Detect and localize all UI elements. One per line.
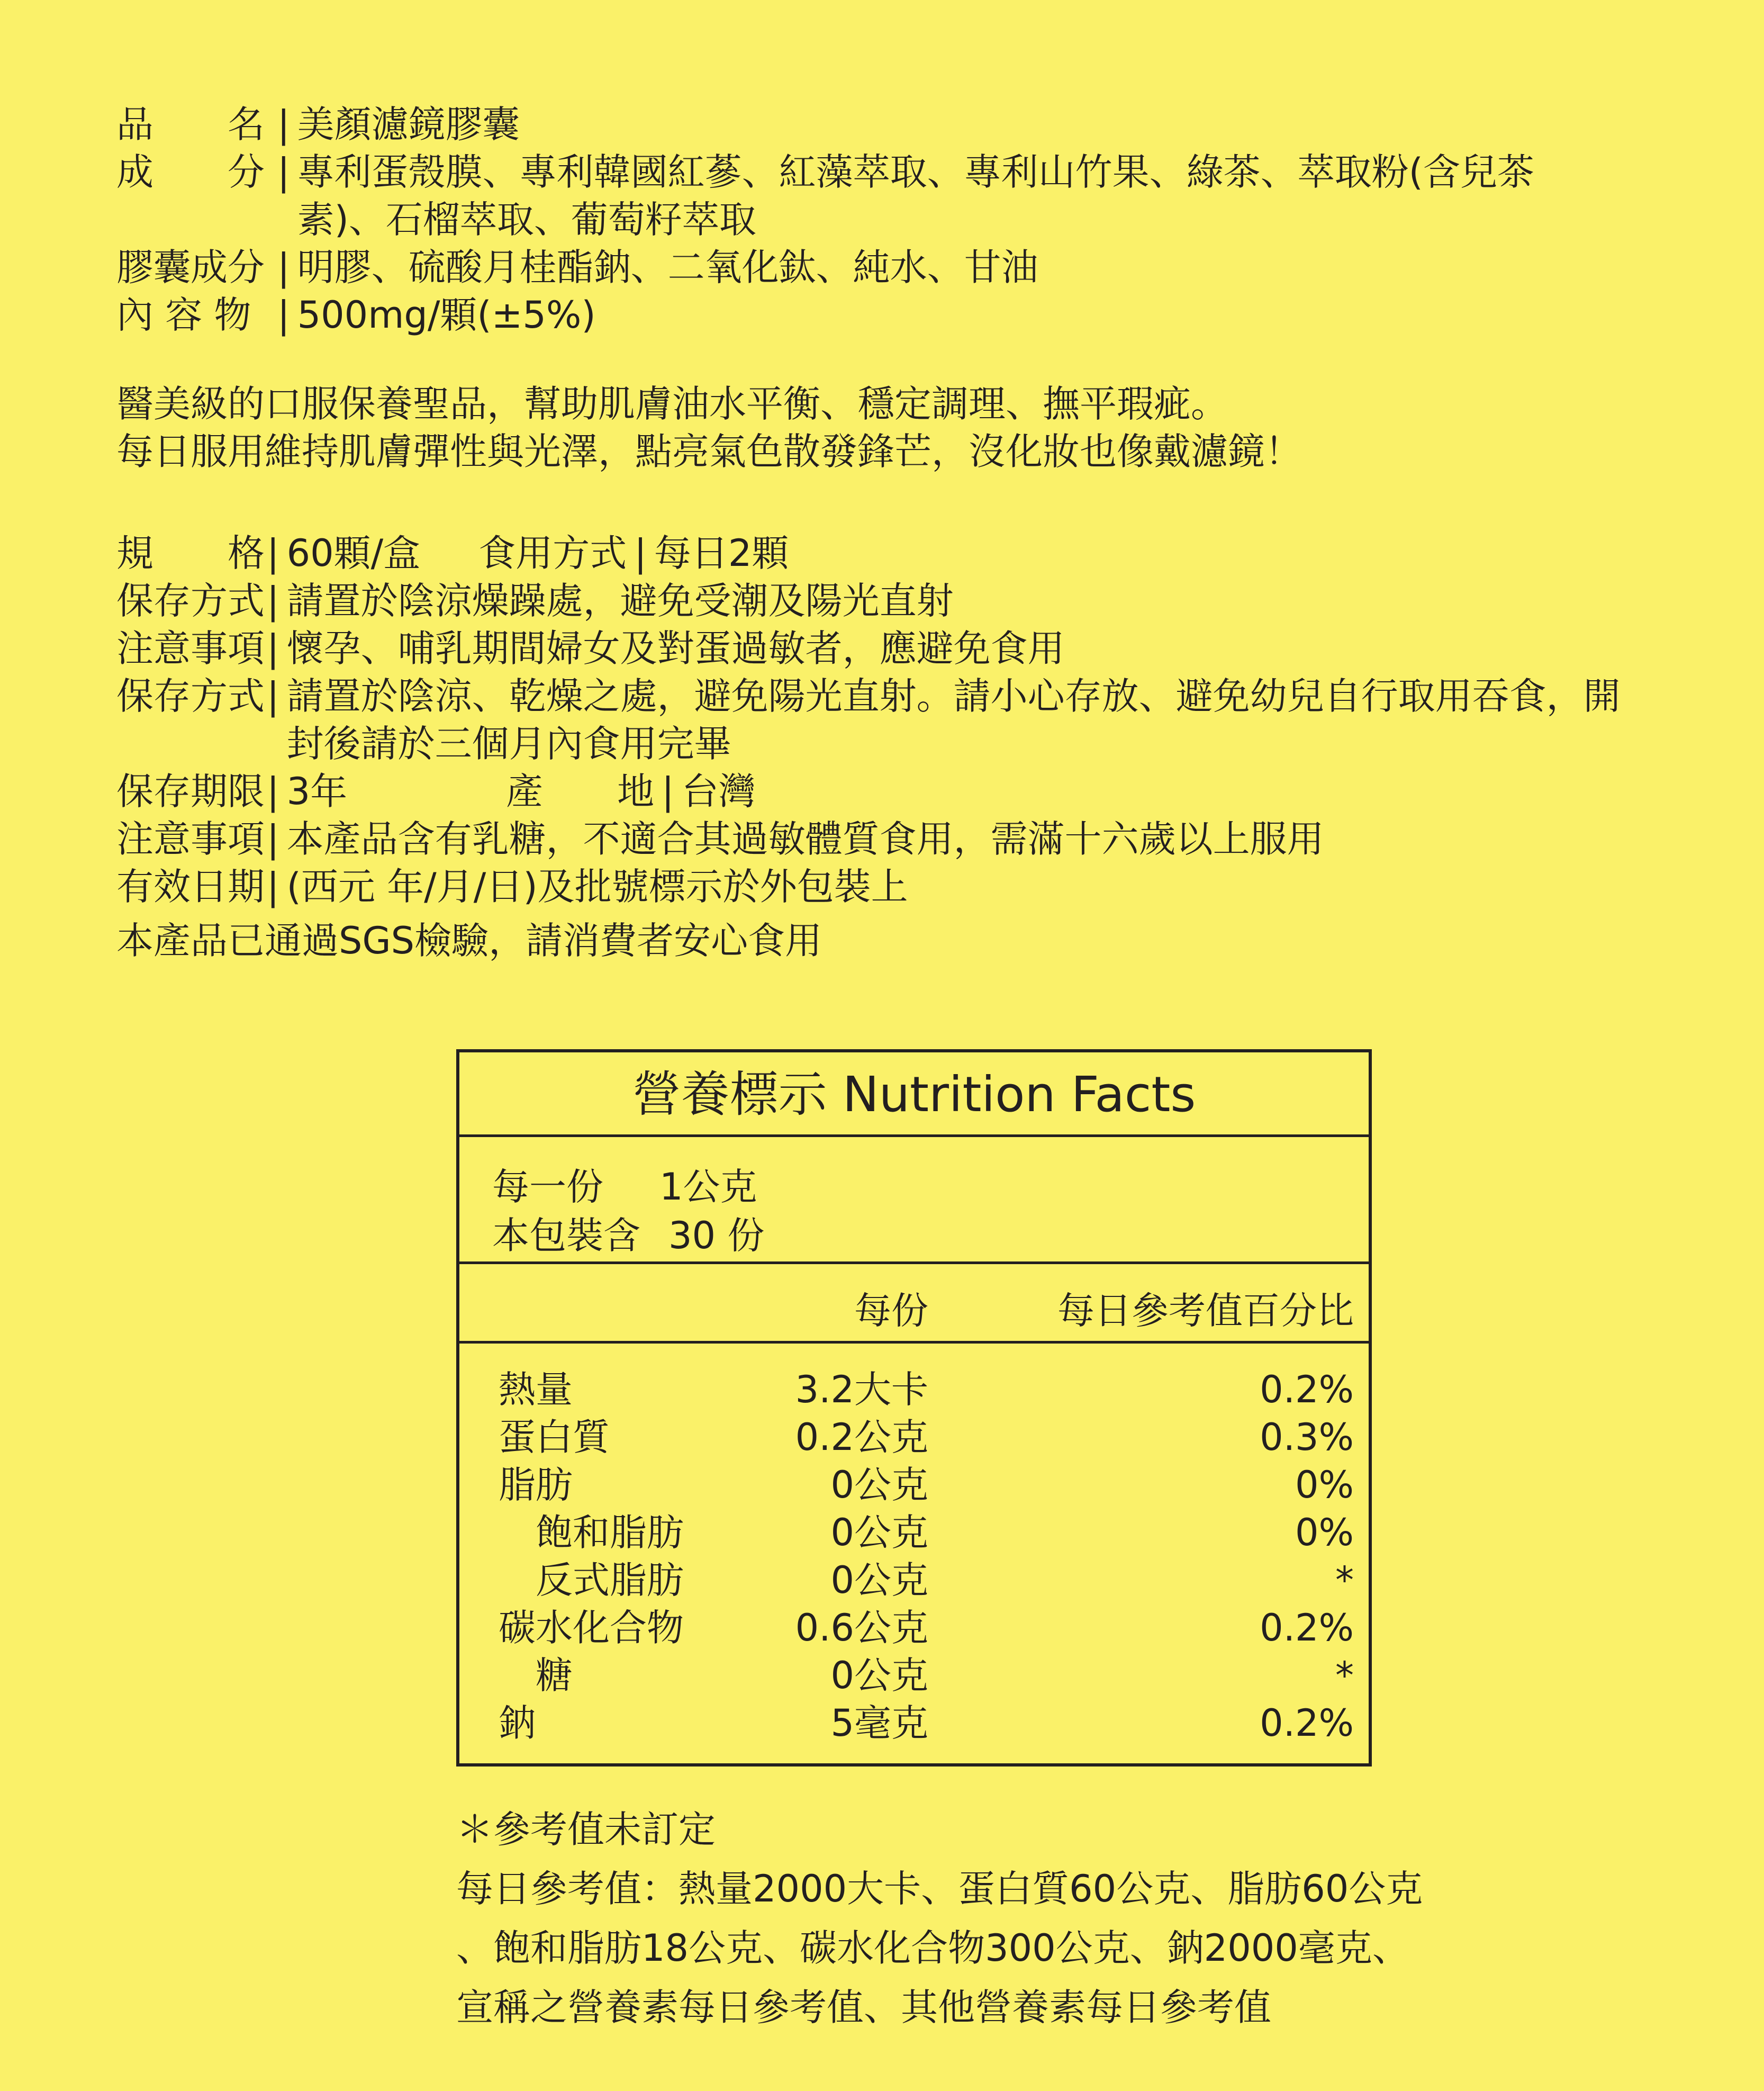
- servings-per-package-label: 本包裝含: [492, 1214, 640, 1257]
- note-line1: ＊參考值未訂定: [456, 1808, 716, 1851]
- nutrient-amount: 0.6公克: [795, 1606, 928, 1650]
- storage-row: [116, 577, 1621, 625]
- nutrient-amount: 0公克: [830, 1654, 928, 1697]
- serving-size-value: 1公克: [659, 1165, 757, 1209]
- separator: |: [267, 865, 279, 908]
- table-row: [459, 1509, 1369, 1556]
- serving-size-label: 每一份: [492, 1165, 603, 1209]
- nutrient-name: 反式脂肪: [536, 1558, 684, 1602]
- storage2-line2: 封後請於三個月內食用完畢: [286, 722, 731, 765]
- capsule-value: 明膠、硫酸月桂酯鈉、二氧化鈦、純水、甘油: [297, 246, 1038, 289]
- storage2-line1: 請置於陰涼、乾燥之處，避免陽光直射。請小心存放、避免幼兒自行取用吞食，開: [286, 674, 1621, 718]
- nutrition-title: 營養標示 Nutrition Facts: [459, 1052, 1369, 1137]
- capsule-row: [116, 244, 1534, 291]
- table-row: [459, 1413, 1369, 1461]
- table-row: [459, 1604, 1369, 1652]
- storage2-row: [116, 672, 1621, 768]
- caution-label: 注意事項: [116, 627, 265, 670]
- caution-value: 懷孕、哺乳期間婦女及對蛋過敏者，應避免食用: [286, 627, 1065, 670]
- description-line1: 醫美級的口服保養聖品，幫助肌膚油水平衡、穩定調理、撫平瑕疵。: [116, 382, 1228, 426]
- product-name: 美顏濾鏡膠囊: [297, 103, 520, 146]
- separator: |: [267, 579, 279, 623]
- separator: |: [277, 103, 290, 146]
- caution2-label: 注意事項: [116, 817, 265, 861]
- specs-block: [116, 529, 1621, 911]
- note-line3: 、飽和脂肪18公克、碳水化合物300公克、鈉2000毫克、: [456, 1926, 1409, 1970]
- content-value: 500mg/顆(±5%): [297, 293, 596, 337]
- nutrient-daily-value: 0.2%: [1260, 1701, 1354, 1745]
- spec-label: 規 格: [116, 531, 265, 575]
- separator: |: [267, 627, 279, 670]
- nutrient-name: 脂肪: [499, 1463, 573, 1507]
- nutrient-amount: 5毫克: [830, 1701, 928, 1745]
- nutrient-name: 熱量: [499, 1368, 573, 1411]
- description-block: [116, 380, 1302, 475]
- nutrient-name: 鈉: [499, 1701, 536, 1745]
- separator: |: [267, 817, 279, 861]
- ingredients-line1: 專利蛋殼膜、專利韓國紅蔘、紅藻萃取、專利山竹果、綠茶、萃取粉(含兒茶: [297, 150, 1534, 194]
- table-row: [459, 1556, 1369, 1604]
- spec-row: [116, 529, 1621, 577]
- ingredients-value: [297, 148, 1534, 244]
- note-line2: 每日參考值：熱量2000大卡、蛋白質60公克、脂肪60公克: [456, 1867, 1423, 1910]
- nutrient-name: 蛋白質: [499, 1416, 610, 1459]
- separator: |: [662, 770, 674, 813]
- note-line4: 宣稱之營養素每日參考值、其他營養素每日參考值: [456, 1986, 1271, 2029]
- product-info-block: [116, 101, 1534, 339]
- nutrient-amount: 0.2公克: [795, 1416, 928, 1459]
- nutrient-daily-value: *: [1335, 1654, 1354, 1697]
- separator: |: [267, 770, 279, 813]
- storage2-value: [287, 672, 1621, 768]
- nutrition-notes: [456, 1800, 1423, 2037]
- expiry-value: (西元 年/月/日)及批號標示於外包裝上: [286, 865, 908, 908]
- description-line2: 每日服用維持肌膚彈性與光澤，點亮氣色散發鋒芒，沒化妝也像戴濾鏡！: [116, 430, 1302, 473]
- table-row: [459, 1699, 1369, 1747]
- nutrient-daily-value: 0.2%: [1260, 1606, 1354, 1650]
- caution2-value: 本產品含有乳糖，不適合其過敏體質食用，需滿十六歲以上服用: [286, 817, 1324, 861]
- separator: |: [634, 531, 647, 575]
- separator: |: [277, 150, 290, 194]
- serving-info: [459, 1137, 1369, 1264]
- separator: |: [277, 293, 290, 337]
- nutrient-name: 碳水化合物: [499, 1606, 684, 1650]
- nutrient-name: 飽和脂肪: [536, 1511, 684, 1554]
- table-row: [459, 1366, 1369, 1413]
- spec-value: 60顆/盒: [286, 531, 421, 575]
- daily-value-header: 每日參考值百分比: [1057, 1289, 1354, 1332]
- per-serving-header: 每份: [854, 1289, 928, 1332]
- table-row: [459, 1652, 1369, 1699]
- ingredients-line2: 素)、石榴萃取、葡萄籽萃取: [297, 198, 756, 241]
- nutrient-daily-value: 0%: [1295, 1511, 1354, 1554]
- product-name-label: 品 名: [116, 103, 265, 146]
- expiry-row: [116, 863, 1621, 911]
- storage-value: 請置於陰涼燥躁處，避免受潮及陽光直射: [286, 579, 954, 623]
- usage-value: 每日2顆: [654, 531, 789, 575]
- nutrient-daily-value: *: [1335, 1558, 1354, 1602]
- content-label: 內 容 物: [116, 293, 251, 337]
- product-name-row: [116, 101, 1534, 148]
- nutrient-amount: 0公克: [830, 1511, 928, 1554]
- shelf-row: [116, 768, 1621, 815]
- separator: |: [277, 246, 290, 289]
- nutrition-facts-table: [456, 1049, 1372, 1766]
- nutrient-amount: 0公克: [830, 1558, 928, 1602]
- nutrient-amount: 3.2大卡: [795, 1368, 928, 1411]
- nutrient-daily-value: 0.3%: [1260, 1416, 1354, 1459]
- separator: |: [267, 674, 279, 718]
- caution-row: [116, 625, 1621, 672]
- expiry-label: 有效日期: [116, 865, 265, 908]
- ingredients-label: 成 分: [116, 150, 265, 194]
- shelf-value: 3年: [286, 770, 348, 813]
- separator: |: [267, 531, 279, 575]
- shelf-label: 保存期限: [116, 770, 265, 813]
- sgs-statement: 本產品已通過SGS檢驗，請消費者安心食用: [116, 919, 822, 962]
- capsule-label: 膠囊成分: [116, 246, 265, 289]
- content-row: [116, 291, 1534, 339]
- table-row: [459, 1461, 1369, 1509]
- servings-per-package-value: 30 份: [668, 1214, 765, 1257]
- storage-label: 保存方式: [116, 579, 265, 623]
- usage-label: 食用方式: [478, 531, 627, 575]
- origin-label: 產 地: [506, 770, 655, 813]
- nutrient-daily-value: 0.2%: [1260, 1368, 1354, 1411]
- ingredients-row: [116, 148, 1534, 244]
- nutrient-amount: 0公克: [830, 1463, 928, 1507]
- nutrient-daily-value: 0%: [1295, 1463, 1354, 1507]
- nutrition-column-header: [459, 1264, 1369, 1344]
- caution2-row: [116, 815, 1621, 863]
- storage2-label: 保存方式: [116, 674, 265, 718]
- origin-value: 台灣: [681, 770, 756, 813]
- nutrient-name: 糖: [536, 1654, 573, 1697]
